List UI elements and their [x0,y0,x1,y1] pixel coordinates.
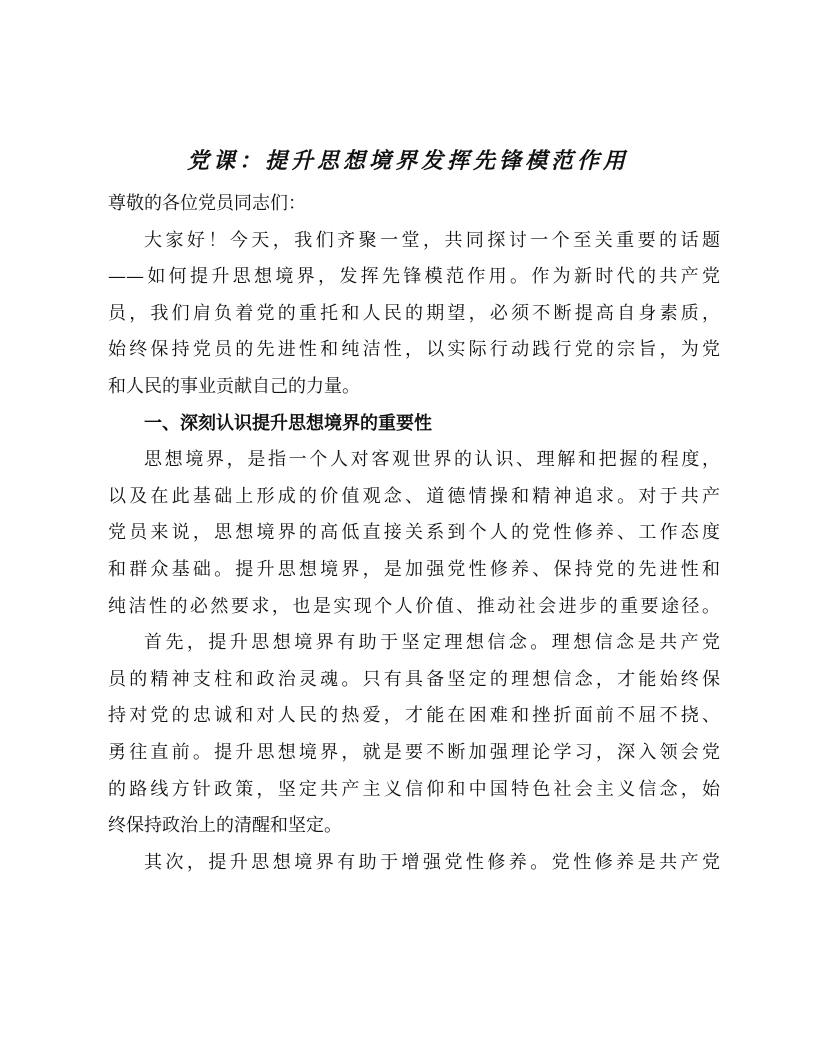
document-body [108,186,720,881]
paragraph-line: 大家好！今天，我们齐聚一堂，共同探讨一个至关重要的话题 [144,229,720,251]
paragraph-line: 终保持政治上的清醒和坚定。 [108,815,342,837]
paragraph-line: 思想境界，是指一个人对客观世界的认识、理解和把握的程度， [144,449,720,471]
paragraph-line: ——如何提升思想境界，发挥先锋模范作用。作为新时代的共产党 [108,266,720,288]
paragraph-line: 其次，提升思想境界有助于增强党性修养。党性修养是共产党 [144,851,720,873]
intro-paragraph [108,223,720,406]
paragraph-line: 勇往直前。提升思想境界，就是要不断加强理论学习，深入领会党 [108,741,720,763]
salutation: 尊敬的各位党员同志们： [108,193,306,214]
paragraph-line: 党员来说，思想境界的高低直接关系到个人的党性修养、工作态度 [108,522,720,544]
paragraph-line: 以及在此基础上形成的价值观念、道德情操和精神追求。对于共产 [108,485,720,507]
paragraph-line: 首先，提升思想境界有助于坚定理想信念。理想信念是共产党 [144,632,720,654]
paragraph-line: 纯洁性的必然要求，也是实现个人价值、推动社会进步的重要途径。 [108,595,720,617]
section-paragraph [108,845,720,882]
paragraph-line: 员的精神支柱和政治灵魂。只有具备坚定的理想信念，才能始终保 [108,668,720,690]
section-paragraph [108,442,720,625]
paragraph-line: 的路线方针政策，坚定共产主义信仰和中国特色社会主义信念，始 [108,778,720,800]
section-paragraph [108,625,720,845]
paragraph-line: 持对党的忠诚和对人民的热爱，才能在困难和挫折面前不屈不挠、 [108,705,720,727]
document-title: 党课：提升思想境界发挥先锋模范作用 [186,148,629,174]
paragraph-line: 和人民的事业贡献自己的力量。 [108,375,360,397]
section-heading: 一、深刻认识提升思想境界的重要性 [144,412,432,434]
paragraph-line: 始终保持党员的先进性和纯洁性，以实际行动践行党的宗旨，为党 [108,339,720,361]
paragraph-line: 和群众基础。提升思想境界，是加强党性修养、保持党的先进性和 [108,558,720,580]
paragraph-line: 员，我们肩负着党的重托和人民的期望，必须不断提高自身素质， [108,302,720,324]
